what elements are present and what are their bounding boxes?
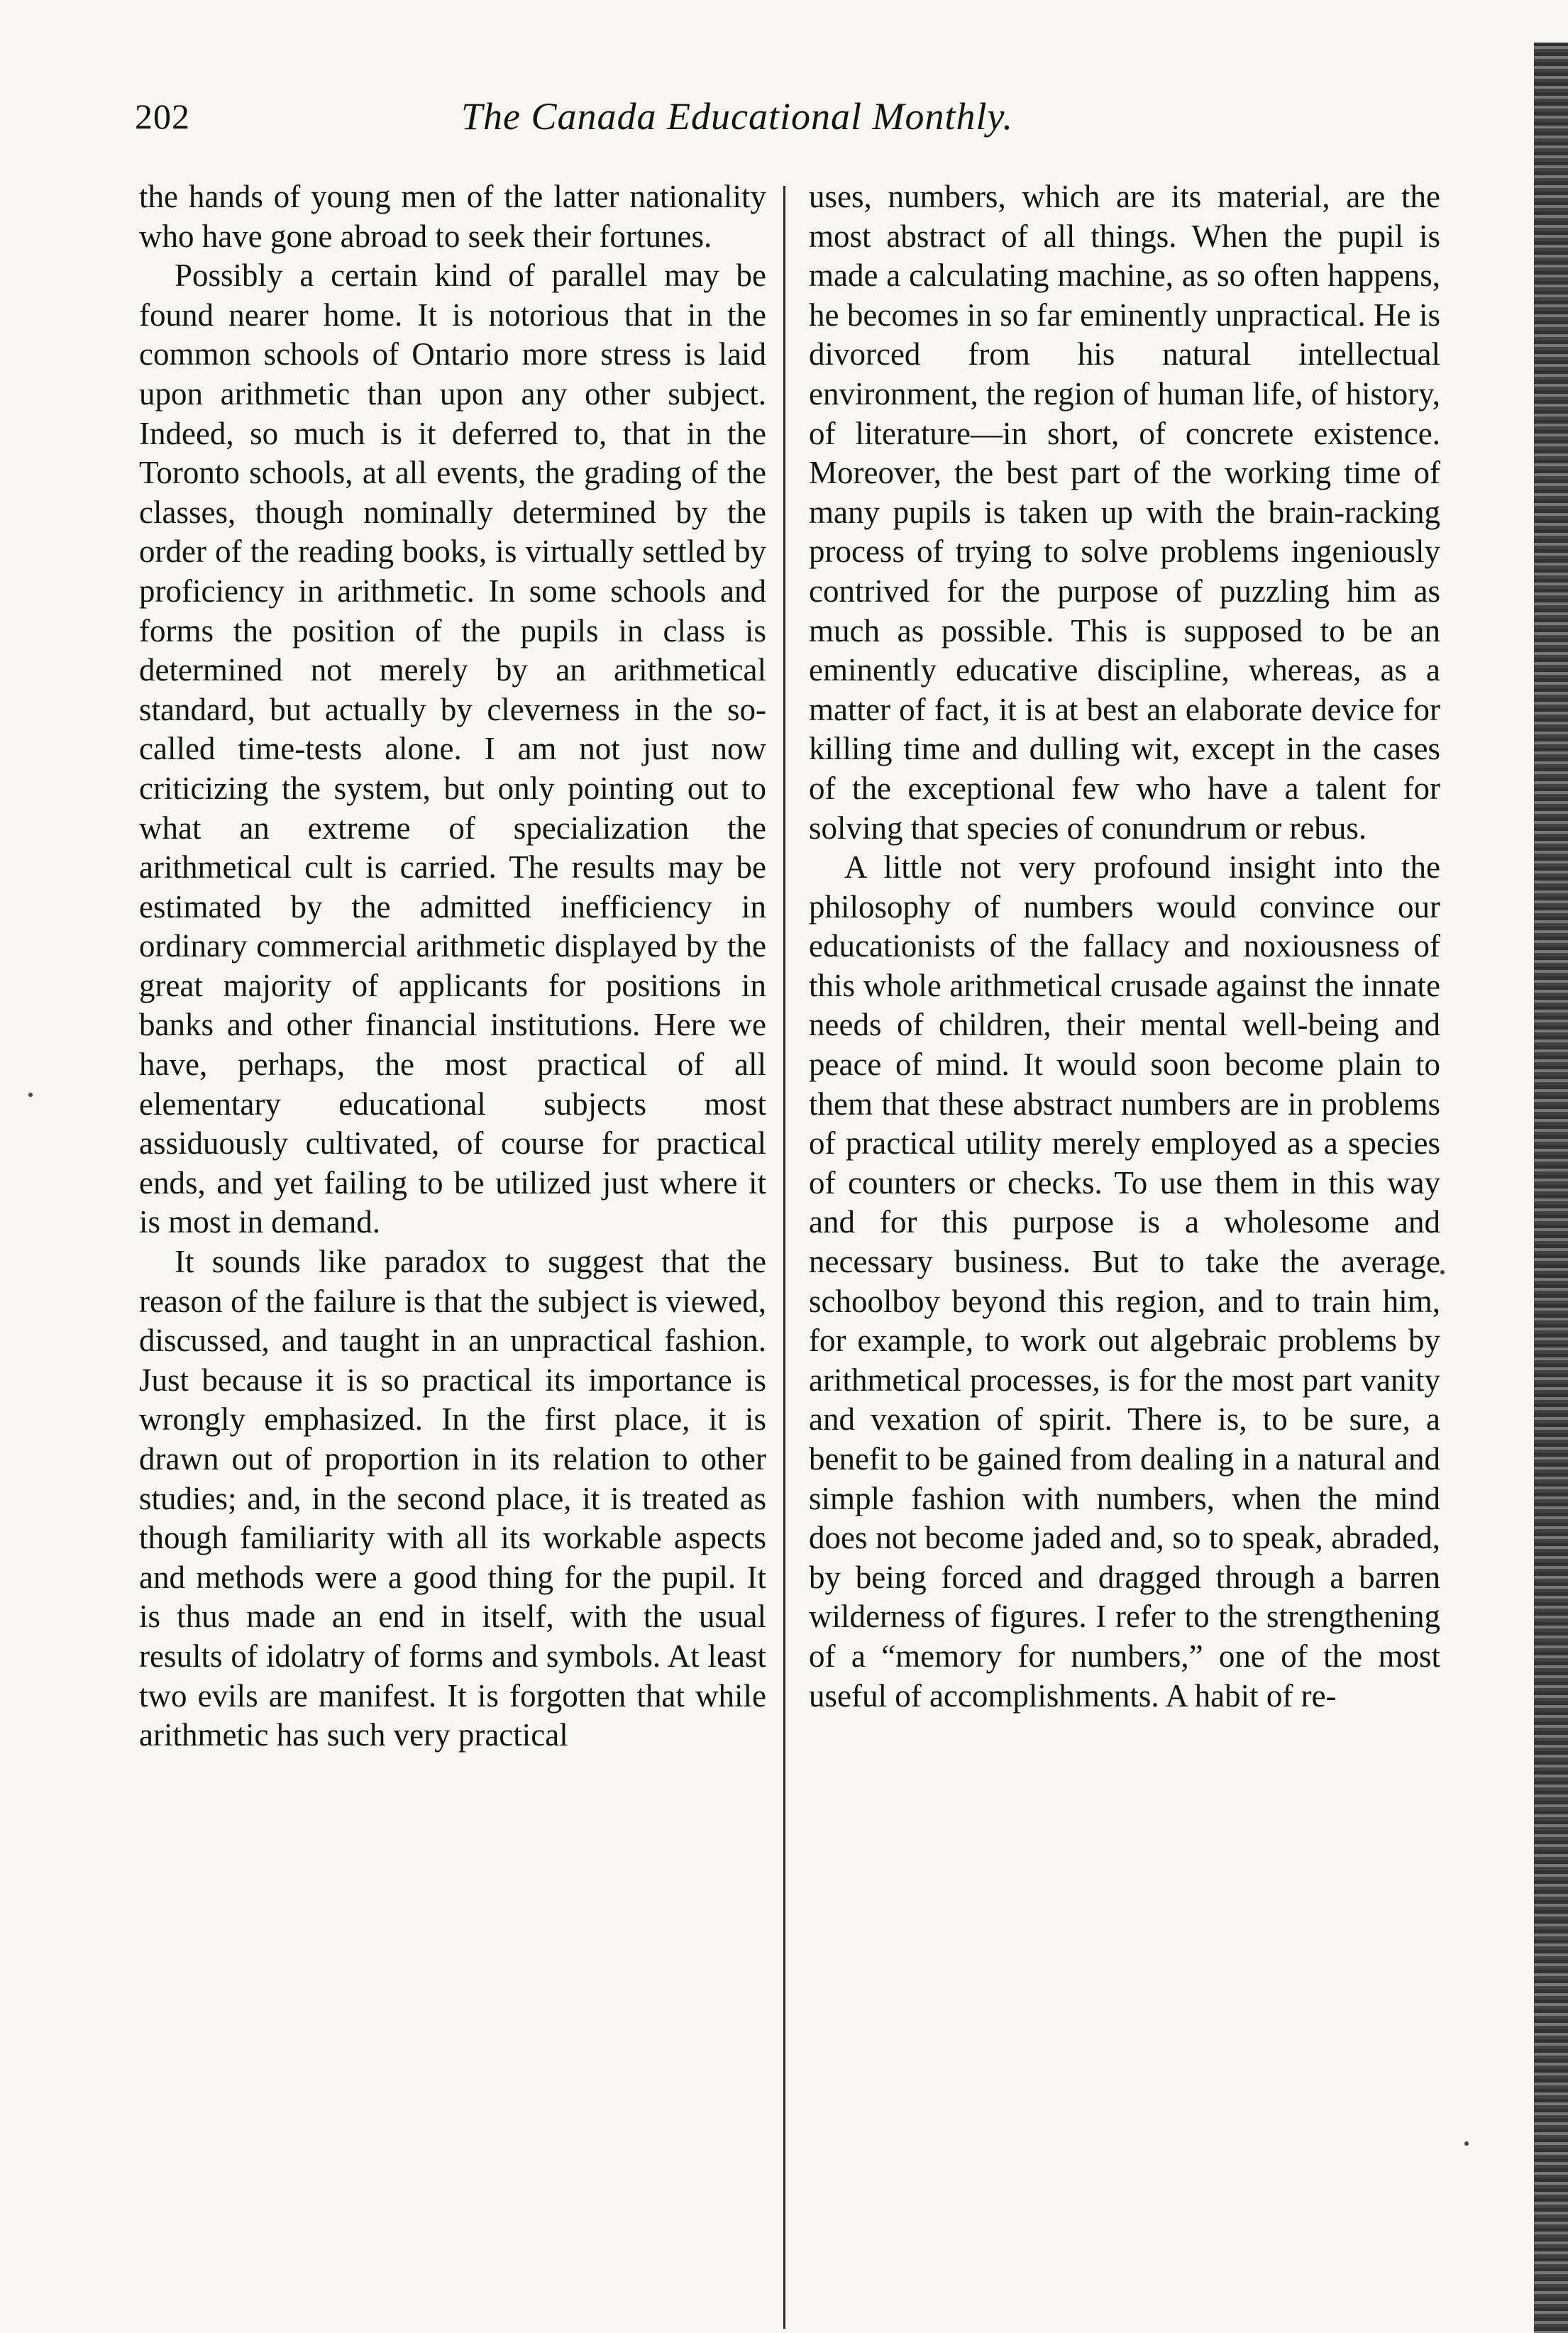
paragraph: A little not very profound insight into the philosophy of numbers would convince our educationists of the fallacy and noxiousness of this whole arithmetical crusade against the innate needs of children, their mental well-being and peace of mind. It would soon become plain to them that these abstract numbers are in problems of practical utility merely employed as a species of counters or checks. To use them in this way and for this purpose is a wholesome and necessary business. But to take the average schoolboy beyond this region, and to train him, for example, to work out algebraic problems by arithmetical processes, is for the most part vanity and vexation of spirit. There is, to be sure, a benefit to be gained from dealing in a natural and simple fashion with numbers, when the mind does not become jaded and, so to speak, abraded, by being forced and dragged through a barren wilderness of figures. I refer to the strengthening of a “memory for numbers,” one of the most useful of accomplishments. A habit of re- (809, 849, 1440, 1714)
scan-speck (1464, 2141, 1469, 2146)
left-column (139, 177, 766, 1755)
scan-speck (1440, 1270, 1445, 1274)
paragraph: It sounds like paradox to suggest that the reason of the failure is that the subject is viewed, discussed, and taught in an unpractical fashion. Just because it is so practical its importance is wrongly emphasized. In the first place, it is drawn out of proportion in its relation to other studies; and, in the second place, it is treated as though familiarity with all its workable aspects and methods were a good thing for the pupil. It is thus made an end in itself, with the usual results of idolatry of forms and symbols. At least two evils are manifest. It is forgotten that while arithmetic has such very practical (139, 1244, 766, 1753)
running-title: The Canada Educational Monthly. (461, 95, 1013, 138)
scan-speck (28, 1093, 33, 1097)
column-divider (783, 186, 785, 2329)
page-header (135, 91, 1242, 148)
paragraph: uses, numbers, which are its material, are the most abstract of all things. When the pupil is made a calculating machine, as so often happens, he becomes in so far eminently unpractical. He is divorced from his natural intellectual environment, the region of human life, of history, of literature—in short, of concrete existence. Moreover, the best part of the working time of many pupils is taken up with the brain-racking process of trying to solve problems ingeniously contrived for the purpose of puzzling him as much as possible. This is supposed to be an eminently educative discipline, whereas, as a matter of fact, it is at best an elaborate device for killing time and dulling wit, except in the cases of the exceptional few who have a talent for solving that species of conundrum or rebus. (809, 179, 1440, 846)
paragraph: the hands of young men of the latter nationality who have gone abroad to seek their fortunes. (139, 179, 766, 254)
right-column (809, 177, 1440, 1716)
scan-binding-edge (1534, 43, 1568, 2333)
paragraph: Possibly a certain kind of parallel may be found nearer home. It is notorious that in the common schools of Ontario more stress is laid upon arithmetic than upon any other subject. Indeed, so much is it deferred to, that in the Toronto schools, at all events, the grading of the classes, though nominally determined by the order of the reading books, is virtually settled by proficiency in arithmetic. In some schools and forms the position of the pupils in class is determined not merely by an arithmetical standard, but actually by cleverness in the so-called time-tests alone. I am not just now criticizing the system, but only pointing out to what an extreme of specialization the arithmetical cult is carried. The results may be estimated by the admitted inefficiency in ordinary commercial arithmetic displayed by the great majority of applicants for positions in banks and other financial institutions. Here we have, perhaps, the most practical of all elementary educational subjects most assiduously cultivated, of course for practical ends, and yet failing to be utilized just where it is most in demand. (139, 258, 766, 1240)
page-number: 202 (135, 96, 190, 136)
